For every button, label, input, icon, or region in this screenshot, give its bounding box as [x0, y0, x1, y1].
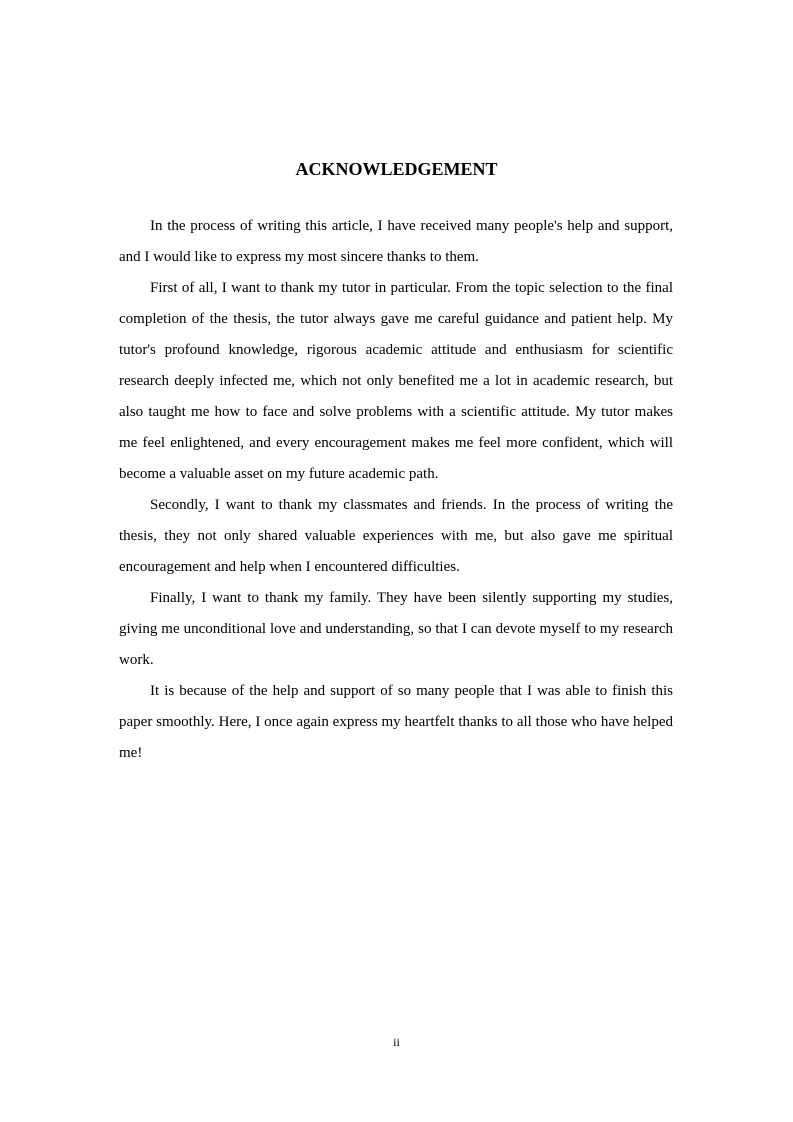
paragraph-family: Finally, I want to thank my family. They have been silently supporting my studies, giving me unconditional love and understanding, so that I can devote myself to my research work.	[119, 590, 673, 668]
acknowledgement-body	[119, 211, 673, 769]
page-title: ACKNOWLEDGEMENT	[295, 159, 498, 179]
page-number: ii	[393, 1035, 400, 1049]
paragraph-intro: In the process of writing this article, I have received many people's help and support, and I would like to express my most sincere thanks to them.	[119, 218, 673, 265]
paragraph-classmates: Secondly, I want to thank my classmates and friends. In the process of writing the thesis, they not only shared valuable experiences with me, but also gave me spiritual encouragement and help when I encountered difficulties.	[119, 497, 673, 575]
paragraph-closing: It is because of the help and support of so many people that I was able to finish this paper smoothly. Here, I once again express my heartfelt thanks to all those who have helped me!	[119, 683, 673, 761]
paragraph-tutor: First of all, I want to thank my tutor in particular. From the topic selection to the final completion of the thesis, the tutor always gave me careful guidance and patient help. My tutor's profound knowledge, rigorous academic attitude and enthusiasm for scientific research deeply infected me, which not only benefited me a lot in academic research, but also taught me how to face and solve problems with a scientific attitude. My tutor makes me feel enlightened, and every encouragement makes me feel more confident, which will become a valuable asset on my future academic path.	[119, 280, 673, 482]
